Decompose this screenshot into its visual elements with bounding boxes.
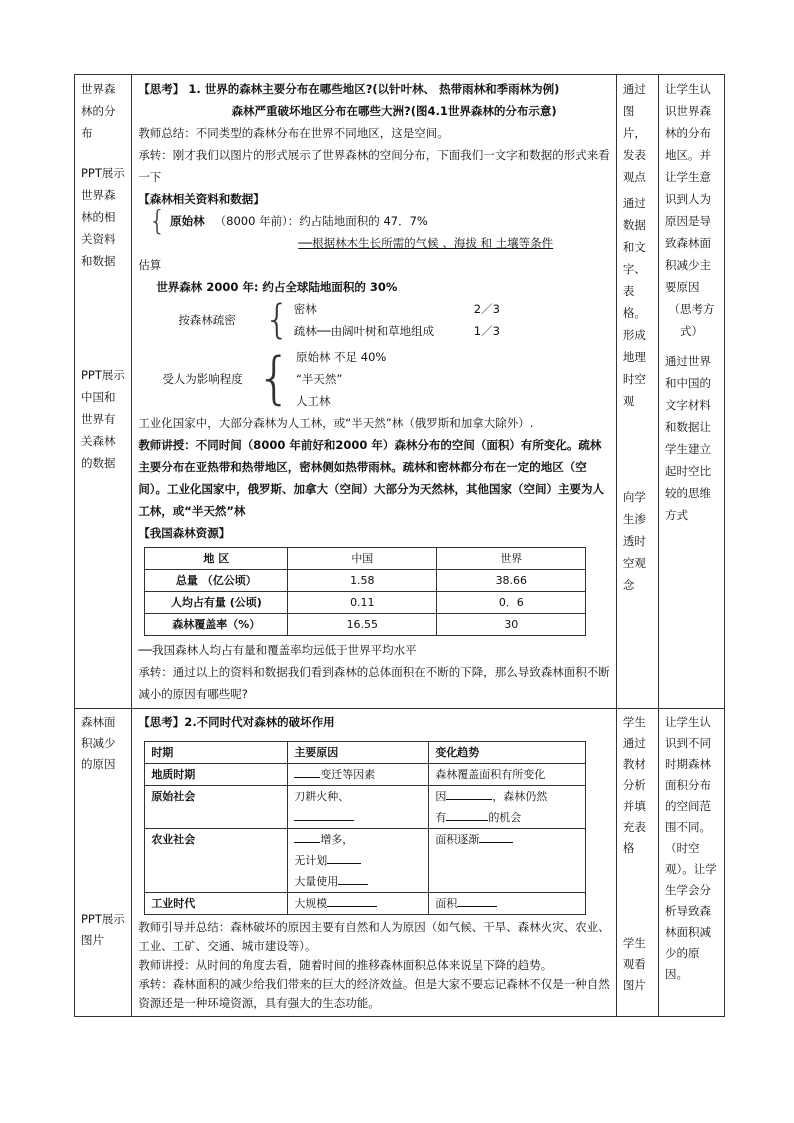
table-cell: 地质时期: [145, 764, 288, 786]
cell-text: 有: [435, 811, 447, 824]
cell-text: 面积: [435, 897, 458, 910]
fill-blank[interactable]: [294, 777, 320, 778]
dense-label: 密林: [293, 302, 317, 316]
fill-blank[interactable]: [294, 820, 354, 821]
table-header-row: [145, 548, 586, 570]
table-header: 中国: [288, 548, 437, 570]
fill-blank[interactable]: [338, 884, 368, 885]
influence-item: “半天然”: [295, 372, 343, 386]
design-intent-column: [659, 75, 725, 709]
student-activity-column: [616, 75, 658, 709]
section-heading: 【我国森林资源】: [138, 526, 231, 540]
section-forest-reduction: [75, 709, 725, 1017]
dense-ratio: 2／3: [473, 302, 500, 316]
table-cell: 农业社会: [145, 829, 288, 893]
ppt-note: PPT展示图片: [81, 912, 125, 947]
conclusion-text: ──我国森林人均占有量和覆盖率均远低于世界平均水平: [138, 643, 417, 657]
brace-icon: {: [256, 346, 292, 411]
table-row: [145, 570, 586, 592]
fill-blank[interactable]: [327, 863, 361, 864]
table-cell: 1.58: [288, 570, 437, 592]
lesson-plan-table: [74, 74, 725, 1017]
table-cell: [429, 786, 586, 829]
table-cell: 工业时代: [145, 893, 288, 915]
student-activity: 通过图片，发表观点: [622, 82, 646, 184]
table-header-row: [145, 742, 586, 764]
content-column: [132, 75, 617, 709]
teacher-explain: 教师讲授：从时间的角度去看，随着时间的推移森林面积总体来说呈下降的趋势。: [138, 958, 553, 972]
fill-blank[interactable]: [446, 820, 488, 821]
content-column: [132, 709, 617, 1017]
table-cell: 总量 （亿公顷）: [145, 570, 288, 592]
density-items: [294, 298, 500, 342]
section-heading: 【森林相关资料和数据】: [138, 192, 265, 206]
design-intent: 让学生认识到不同时期森林面积分布的空间范围不同。（时空观）。让学生学会分析导致森林面积减少的原因。: [665, 715, 717, 981]
table-row: [145, 764, 586, 786]
cell-text: 变迁等因素: [320, 768, 376, 781]
cell-text: 增多，: [320, 833, 354, 846]
student-activity: 通过数据和文字、表格。形成地理时空观: [622, 196, 646, 408]
primeval-note: ──根据林木生长所需的气候 、海拔 和 土壤等条件: [298, 236, 554, 250]
table-header: 时期: [145, 742, 288, 764]
table-cell: 0．6: [437, 592, 586, 614]
table-header: 地 区: [145, 548, 288, 570]
table-cell: [288, 893, 429, 915]
teacher-explain: 教师讲授：不同时间（8000 年前好和2000 年）森林分布的空间（面积）有所变化。疏林主要分布在亚热带和热带地区，密林侧如热带雨林。疏林和密林都分布在一定的地区（空间）。工业化国家中，俄罗斯、加拿大（空间）大部分为天然林，其他国家（空间）主要为人工林，或“半天然”林: [138, 438, 605, 518]
table-header: 世界: [437, 548, 586, 570]
brace-icon: {: [264, 297, 290, 343]
world-forest-text: 世界森林 2000 年: 约占全球陆地面积的 30%: [156, 280, 398, 294]
table-cell: [288, 786, 429, 829]
cell-text: 因: [435, 790, 447, 803]
table-header: 主要原因: [288, 742, 429, 764]
industrial-text: 工业化国家中，大部分森林为人工林，或“半天然”林（俄罗斯和加拿大除外）.: [138, 416, 534, 430]
cell-text: 的机会: [488, 811, 522, 824]
influence-item: 原始林 不足 40%: [295, 350, 387, 364]
table-header: 变化趋势: [429, 742, 586, 764]
influence-items: [296, 346, 386, 412]
table-cell: 森林覆盖面积有所变化: [429, 764, 586, 786]
table-cell: [429, 829, 586, 893]
cell-text: 面积逐渐: [435, 833, 480, 846]
student-activity: 学生观看图片: [622, 936, 646, 992]
table-cell: [288, 829, 429, 893]
design-intent: （思考方式）: [668, 302, 715, 338]
think-question: 【思考】2.不同时代对森林的破坏作用: [138, 715, 335, 729]
ppt-note: PPT展示中国和世界有关森林的数据: [81, 368, 125, 470]
brace-icon: {: [148, 204, 167, 237]
student-activity: 学生通过教材分析并填充表格: [622, 715, 646, 855]
table-row: [145, 592, 586, 614]
activity-column: [75, 75, 132, 709]
cell-text: ，森林仍然: [492, 790, 548, 803]
cell-text: 刀耕火种、: [294, 790, 350, 803]
density-label: 按森林疏密: [178, 313, 236, 327]
activity-column: [75, 709, 132, 1017]
forest-resource-table: [144, 547, 586, 636]
table-cell: 16.55: [288, 614, 437, 636]
design-intent: 通过世界和中国的文字材料和数据让学生建立起时空比较的思维方式: [665, 354, 711, 522]
table-cell: [288, 764, 429, 786]
table-cell: 原始社会: [145, 786, 288, 829]
influence-label: 受人为影响程度: [162, 372, 243, 386]
transition-text: 承转：通过以上的资料和数据我们看到森林的总体面积在不断的下降，那么导致森林面积不断减小的原因有哪些呢?: [138, 665, 610, 701]
density-group: [178, 298, 610, 342]
fill-blank[interactable]: [446, 799, 492, 800]
fill-blank[interactable]: [294, 842, 320, 843]
table-cell: [429, 893, 586, 915]
design-intent-column: [659, 709, 725, 1017]
teacher-summary: 教师引导并总结：森林破坏的原因主要有自然和人为原因（如气候、干旱、森林火灾、农业、工业、工矿、交通、城市建设等）。: [138, 920, 610, 953]
table-row: [145, 893, 586, 915]
influence-item: 人工林: [295, 394, 331, 408]
table-cell: 0.11: [288, 592, 437, 614]
cell-text: 大规模: [294, 897, 328, 910]
influence-group: [162, 346, 610, 412]
section-forest-distribution: [75, 75, 725, 709]
table-cell: 森林覆盖率（%）: [145, 614, 288, 636]
fill-blank[interactable]: [327, 906, 377, 907]
think-question: 【思考】 1. 世界的森林主要分布在哪些地区?(以针叶林、 热带雨林和季雨林为例): [138, 82, 560, 96]
topic-title: 森林面积减少的原因: [81, 715, 116, 771]
primeval-forest-line: [144, 204, 610, 237]
student-activity-column: [616, 709, 658, 1017]
table-cell: 38.66: [437, 570, 586, 592]
transition-text: 承转：刚才我们以图片的形式展示了世界森林的空间分布，下面我们一文字和数据的形式来看一下: [138, 148, 610, 184]
fill-blank[interactable]: [479, 842, 513, 843]
cell-text: 大量使用: [294, 875, 339, 888]
cell-text: 无计划: [294, 854, 328, 867]
table-row: [145, 786, 586, 829]
primeval-text: （8000 年前）：约占陆地面积的 47．7%: [214, 214, 428, 228]
sparse-ratio: 1／3: [473, 324, 500, 338]
sparse-label: 疏林──由阔叶树和草地组成: [293, 324, 435, 338]
table-row: [145, 829, 586, 893]
fill-blank[interactable]: [457, 906, 497, 907]
era-damage-table: [144, 741, 586, 915]
topic-title: 世界森林的分布: [81, 82, 116, 140]
student-activity: 向学生渗透时空观念: [622, 490, 646, 592]
table-cell: 人均占有量 (公顷): [145, 592, 288, 614]
estimate-text: 估算: [138, 258, 162, 272]
table-cell: 30: [437, 614, 586, 636]
design-intent: 让学生认识世界森林的分布地区。并让学生意识到人为原因是导致森林面积减少主要原因: [665, 82, 711, 294]
teacher-summary: 教师总结：不同类型的森林分布在世界不同地区，这是空间。: [138, 126, 449, 140]
primeval-label: 原始林: [170, 214, 205, 228]
transition-text: 承转：森林面积的减少给我们带来的巨大的经济效益。但是大家不要忘记森林不仅是一种自然资源还是一种环境资源，具有强大的生态功能。: [138, 977, 610, 1010]
ppt-note: PPT展示世界森林的相关资料和数据: [81, 166, 125, 268]
table-row: [145, 614, 586, 636]
think-subquestion: 森林严重破坏地区分布在哪些大洲?(图4.1世界森林的分布示意): [231, 104, 557, 118]
